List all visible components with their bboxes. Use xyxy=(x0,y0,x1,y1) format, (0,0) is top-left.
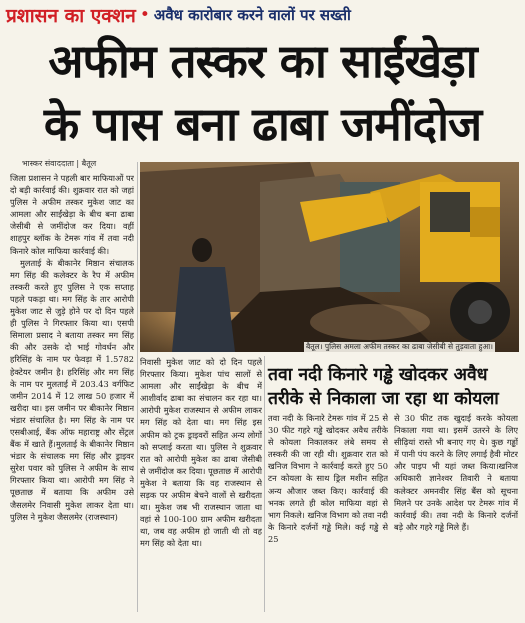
subarticle-column-1 xyxy=(268,412,388,612)
column-divider xyxy=(137,162,138,612)
headline-line-2: के पास बना ढाबा जमींदोज xyxy=(43,97,482,151)
column-divider xyxy=(264,356,265,612)
photo-caption: बैतूल। पुलिस अमला अफीम तस्कर का ढाबा जेसीबी से तुड़वाता हुआ। xyxy=(306,342,493,351)
byline: भास्कर संवाददाता | बैतूल xyxy=(22,159,97,168)
article-paragraph: तवा नदी के किनारे टेमरू गांव में 25 से 30 फीट गहरे गड्ढे खोदकर अवैध तरीके से कोयला निकालकर लंबे समय से तस्करी की जा रही थी। शुक्रवार रात को खनिज विभाग ने कार्रवाई करते हुए 50 टन कोयला के साथ ड्रिल मशीन सहित अन्य औजार जब्त किए। कार्रवाई की भनक लगते ही कोल माफिया वहां से भाग निकले। खनिज विभाग को तवा नदी के किनारे दर्जनों गड्ढे मिले। कई गड्ढे से 25 xyxy=(268,413,388,544)
article-paragraph: से 30 फीट तक खुदाई करके कोयला निकाला गया था। इसमें उतरने के लिए सीढ़ियां रास्ते भी बनाए गए थे। कुछ गड्ढों में पानी पंप करने के लिए लगाई हैवी मोटर और पाइप भी यहां जब्त किया।खनिज अधिकारी ज्ञानेश्वर तिवारी ने बताया कलेक्टर अमनवीर सिंह बैंस को सूचना मिलने पर उनके आदेश पर टेमरू गांव में कार्रवाई की। तवा नदी के किनारे दर्जनों बड़े और गहरे गड्ढे मिले हैं। xyxy=(394,413,518,532)
subheadline-line-2: तरीके से निकाला जा रहा था कोयला xyxy=(268,389,499,409)
kicker xyxy=(6,3,351,27)
subarticle-column-2 xyxy=(394,412,518,612)
subheadline-line-1: तवा नदी किनारे गड्ढे खोदकर अवैध xyxy=(268,365,488,385)
article-column-2 xyxy=(140,356,262,612)
article-paragraph: मुलताई के बीकानेर मिष्ठान संचालक मग सिंह की कलेक्टर के रैप में अफीम तस्करी करते हुए पुलिस ने एक सप्ताह पहले पकड़ा था। मग सिंह के तार आरोपी मुकेश जाट से जुड़े होने पर दो दिन पहले ही पुलिस ने गिरफ्तार किया था। एसपी सिमाला प्रसाद ने बताया तस्कर मग सिंह की और उसके दो भाई गोवर्धन और हरिसिंह के नाम पर फेवड़ा में 1.5782 हेक्टेयर जमीन है। हरिसिंह और मग सिंह के नाम पर मुलताई में 203.43 वर्गफिट जमीन 2014 में 12 लाख 50 हजार में खरीदा था। इस जमीन पर बीकानेर मिष्ठान भंडार संचालित है। मग सिंह के नाम पर एसबीआई, बैंक ऑफ महाराष्ट्र और सेंट्रल बैंक में खाते हैं।मुलताई के बीकानेर मिष्ठान भंडार के संचालक मग सिंह और ड्राइवर सुरेश पवार को पुलिस ने अफीम के साथ गिरफ्तार किया था। आरोपी मग सिंह ने पूछताछ में बताया कि अफीम उसे जैसलमेर निवासी मुकेश लाकर देता था। पुलिस ने मुकेश जैसलमेर (राजस्थान) xyxy=(10,257,134,522)
kicker-text: अवैध कारोबार करने वालों पर सख्ती xyxy=(153,6,351,24)
news-photo xyxy=(140,162,519,352)
jcb-demolition-photo xyxy=(140,162,519,352)
article-column-1 xyxy=(10,172,134,612)
article-paragraph: निवासी मुकेश जाट को दो दिन पहले गिरफ्तार किया। मुकेश पांच सालों से आमला और साईंखेड़ा के बीच में आशीर्वाद ढाबा का संचालन कर रहा था। आरोपी मुकेश राजस्थान से अफीम लाकर मग सिंह को देता था। मग सिंह इस अफीम को ट्रक ड्राइवरों सहित अन्य लोगों को सप्लाई करता था। पुलिस ने शुक्रवार रात को आरोपी मुकेश का ढाबा जेसीबी से जमींदोज कर दिया। पूछताछ में आरोपी मुकेश ने बताया कि वह राजस्थान से सड़क पर अफीम बेचने वालों से खरीदता था। मुकेश जब भी राजस्थान जाता था वहां से 100-100 ग्राम अफीम खरीदता था, जब वह अफीम हो जाती थी तो वह मग सिंह को देता था। xyxy=(140,357,262,549)
headline-line-1: अफीम तस्कर का साईंखेड़ा xyxy=(48,34,477,88)
kicker-label: प्रशासन का एक्शन xyxy=(6,5,136,27)
article-paragraph: जिला प्रशासन ने पहली बार माफियाओं पर दो बड़ी कार्रवाई की। शुक्रवार रात को जहां पुलिस ने अफीम तस्कर मुकेश जाट का आमला और साईंखेड़ा के बीच बना ढाबा जेसीबी से जमींदोज कर दिया। वहीं शाहपुर ब्लॉक के टेमरू गांव में तवा नदी किनारे कोल माफिया कार्रवाई की। xyxy=(10,173,134,256)
kicker-bullet: • xyxy=(139,5,150,25)
